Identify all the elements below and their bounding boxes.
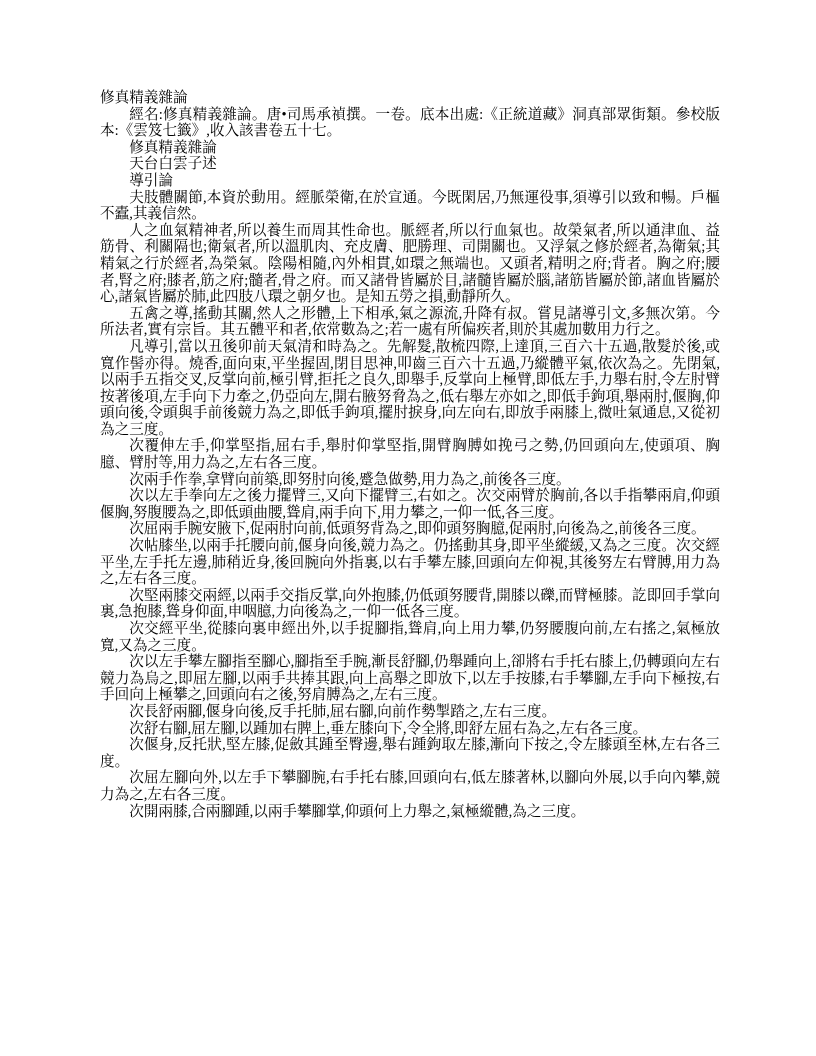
paragraph-2: 修真精義雜論	[129, 139, 217, 156]
paragraph-21: 次開兩膝,合兩腳踵,以兩手攀腳掌,仰頭何上力舉之,氣極縱體,為之三度。	[129, 803, 586, 820]
paragraph-10: 次兩手作拳,拿臂向前築,即努肘向後,蹙急做勢,用力為之,前後各三度。	[129, 471, 571, 488]
paragraph-11: 次以左手拳向左之後力擺臂三,又向下擺臂三,右如之。次交兩臂於胸前,各以手指攀兩肩,仰頭偃胸,努腹腰為之,即低頭曲腰,聳肩,兩手向下,用力攀之,一仰一低,各三度。	[100, 488, 720, 521]
paragraph-15: 次交經平坐,從膝向裏申經出外,以手捉腳指,聳肩,向上用力攀,仍努腰腹向前,左右搖之,氣極放寬,又為之三度。	[100, 621, 720, 654]
paragraph-20: 次屈左腳向外,以左手下攀腳腕,右手托右膝,回頭向右,低左膝著林,以腳向外展,以手向內攀,競力為之,左右各三度。	[100, 770, 720, 803]
paragraph-8: 凡導引,當以丑後卯前天氣清和時為之。先解髮,散梳四際,上達頂,三百六十五過,散髮於後,或寬作髻亦得。燒香,面向束,平坐握固,閉目思神,叩齒三百六十五過,乃縱體平氣,依次為之。先閉氣,以兩手五指交叉,反掌向前,極引臂,拒托之良久,即舉手,反掌向上極臂,即低左手,力舉右肘,令左肘臂按著後項,左手向下力牽之,仍亞向左,開右腋努脅為之,低右舉左亦如之,即低手鉤項,舉兩肘,偃胸,仰頭向後,令頭與手前後競力為之,即低手鉤項,擺肘捩身,向左向右,即放手兩膝上,微吐氣通息,又從初為之三度。	[100, 338, 720, 438]
paragraph-3: 天台白雲子述	[129, 156, 217, 173]
paragraph-6: 人之血氣精神者,所以養生而周其性命也。脈經者,所以行血氣也。故榮氣者,所以通津血、益筋骨、利關隔也;衛氣者,所以溫肌肉、充皮膚、肥勝理、司開關也。又浮氣之修於經者,為衛氣;其精氣之行於經者,為榮氣。陰陽相隨,內外相貫,如環之無端也。又頭者,精明之府;背者。胸之府;腰者,腎之府;膝者,筋之府;髓者,骨之府。而又諸骨皆屬於目,諸髓皆屬於腦,諸筋皆屬於節,諸血皆屬於心,諸氣皆屬於肺,此四肢八環之朝夕也。是知五勞之損,動靜所久。	[100, 222, 720, 306]
document-title: 修真精義雜論	[100, 90, 188, 106]
paragraph-9: 次覆伸左手,仰掌堅指,屈右手,舉肘仰掌堅指,開臂胸膊如挽弓之勢,仍回頭向左,使頭項、胸臆、臂肘等,用力為之,左右各三度。	[100, 438, 720, 472]
paragraph-4: 導引論	[129, 172, 173, 189]
paragraph-17: 次長舒兩腳,偃身向後,反手托肺,屈右腳,向前作勢掣踏之,左右三度。	[129, 703, 557, 720]
paragraph-12: 次屈兩手腕安腋下,促兩肘向前,低頭努背為之,即仰頭努胸臆,促兩肘,向後為之,前後各三度。	[129, 521, 706, 538]
paragraph-13: 次帖膝坐,以兩手托腰向前,偃身向後,競力為之。仍搖動其身,即平坐縱緩,又為之三度。次交經平坐,左手托左邊,肺稍近身,後回腕向外指裏,以右手攀左膝,回頭向左仰視,其後努左右臂膊,用力為之,左右各三度。	[100, 538, 720, 588]
paragraph-16: 次以左手攀左腳指至腳心,腳指至手腕,漸長舒腳,仍舉踵向上,卻將右手托右膝上,仍轉頭向左右競力為烏之,即屈左腳,以兩手共捧其跟,向上高舉之即放下,以左手按膝,右手攀腳,左手向下極按,右手回向上極攀之,回頭向右之後,努肩膊為之,左右三度。	[100, 654, 720, 704]
paragraph-14: 次堅兩膝交兩經,以兩手交指反掌,向外抱膝,仍低頭努腰背,開膝以礫,而臂極膝。訖即回手掌向裏,急抱膝,聳身仰面,申咽臆,力向後為之,一仰一低各三度。	[100, 587, 720, 621]
paragraph-18: 次舒右腳,屈左腳,以踵加右脾上,垂左膝向下,令全將,即舒左屈右為之,左右各三度。	[129, 720, 648, 737]
document-body	[100, 107, 720, 821]
paragraph-1: 經名:修真精義雜論。唐•司馬承禎撰。一卷。底本出處:《正統道藏》洞真部眾街類。參校版本:《雲笈七籤》,收入該書卷五十七。	[100, 106, 720, 140]
paragraph-7: 五禽之導,搖動其關,然人之形體,上下相承,氣之源流,升降有叔。嘗見諸導引文,多無次第。今所法者,實有宗旨。其五體平和者,依常數為之;若一處有所偏疾者,則於其處加數用力行之。	[100, 305, 720, 339]
paragraph-19: 次偃身,反托狀,堅左膝,促斂其踵至臀邊,舉右踵鉤取左膝,漸向下按之,令左膝頭至林,左右各三度。	[100, 737, 720, 770]
paragraph-5: 夫肢體關節,本資於動用。經脈榮衛,在於宣通。今既閑居,乃無運役事,須導引以致和暢。戶樞不蠹,其義信然。	[100, 189, 720, 223]
